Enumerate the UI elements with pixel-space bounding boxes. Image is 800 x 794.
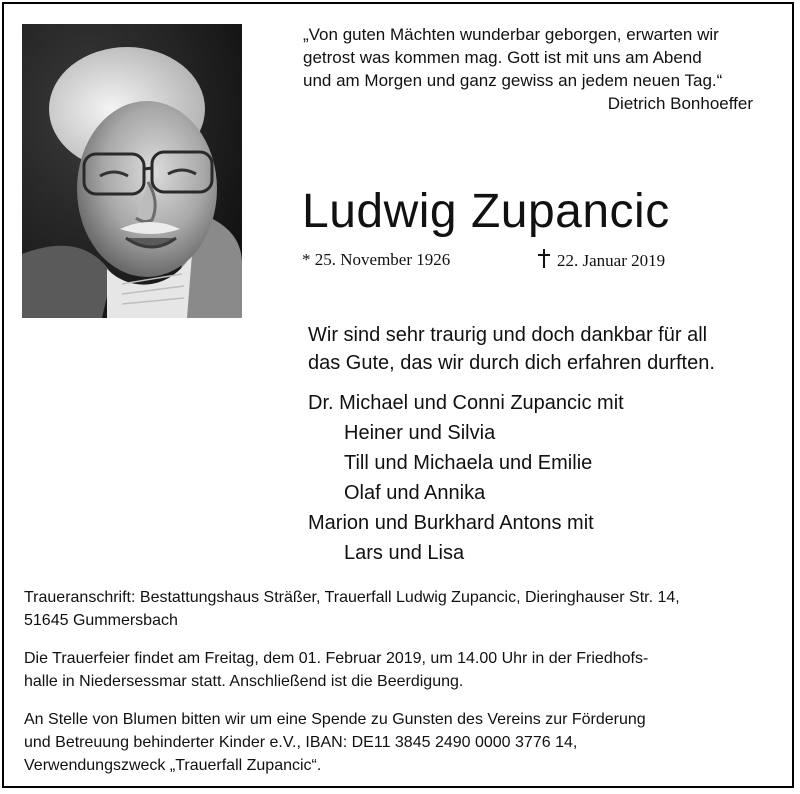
donation-line-2: und Betreuung behinderter Kinder e.V., IBAN: DE11 3845 2490 0000 3776 14, bbox=[24, 734, 578, 751]
ceremony-line-2: halle in Niedersessmar statt. Anschließend ist die Beerdigung. bbox=[24, 673, 464, 690]
family-line: Heiner und Silvia bbox=[344, 422, 496, 444]
donation-line-1: An Stelle von Blumen bitten wir um eine Spende zu Gunsten des Vereins zur Förderung bbox=[24, 711, 646, 728]
obituary-card bbox=[2, 2, 794, 788]
quote-line-3: und am Morgen und ganz gewiss an jedem neuen Tag.“ bbox=[303, 71, 723, 90]
quote-line-2: getrost was kommen mag. Gott ist mit uns am Abend bbox=[303, 48, 702, 67]
portrait-image bbox=[22, 24, 242, 318]
death-date-group bbox=[537, 249, 665, 272]
sentence-line-2: das Gute, das wir durch dich erfahren durften. bbox=[308, 352, 715, 374]
ceremony-notice bbox=[24, 647, 784, 693]
sentence-line-1: Wir sind sehr traurig und doch dankbar für all bbox=[308, 324, 708, 346]
family-line: Dr. Michael und Conni Zupancic mit bbox=[308, 392, 624, 414]
life-dates bbox=[302, 249, 666, 271]
quote-author: Dietrich Bonhoeffer bbox=[607, 94, 753, 113]
family-line: Marion und Burkhard Antons mit bbox=[308, 512, 594, 534]
address-line-1: Traueranschrift: Bestattungshaus Sträßer, Trauerfall Ludwig Zupancic, Dieringhauser Str. 14, bbox=[24, 589, 680, 606]
birth-date: * 25. November 1926 bbox=[302, 250, 451, 269]
donation-notice bbox=[24, 708, 784, 777]
address-line-2: 51645 Gummersbach bbox=[24, 612, 178, 629]
mourning-address bbox=[24, 586, 784, 632]
bonhoeffer-quote bbox=[303, 23, 773, 115]
donation-line-3: Verwendungszweck „Trauerfall Zupancic“. bbox=[24, 757, 322, 774]
mourning-sentence bbox=[308, 321, 715, 377]
cross-icon bbox=[537, 249, 551, 268]
death-date: 22. Januar 2019 bbox=[557, 251, 666, 270]
deceased-name: Ludwig Zupancic bbox=[302, 185, 670, 238]
quote-line-1: „Von guten Mächten wunderbar geborgen, erwarten wir bbox=[303, 25, 719, 44]
ceremony-line-1: Die Trauerfeier findet am Freitag, dem 01. Februar 2019, um 14.00 Uhr in der Friedhofs- bbox=[24, 650, 649, 667]
family-line: Olaf und Annika bbox=[344, 482, 486, 504]
family-line: Lars und Lisa bbox=[344, 542, 465, 564]
family-list bbox=[308, 388, 624, 568]
portrait-photo bbox=[22, 24, 242, 318]
family-line: Till und Michaela und Emilie bbox=[344, 452, 593, 474]
